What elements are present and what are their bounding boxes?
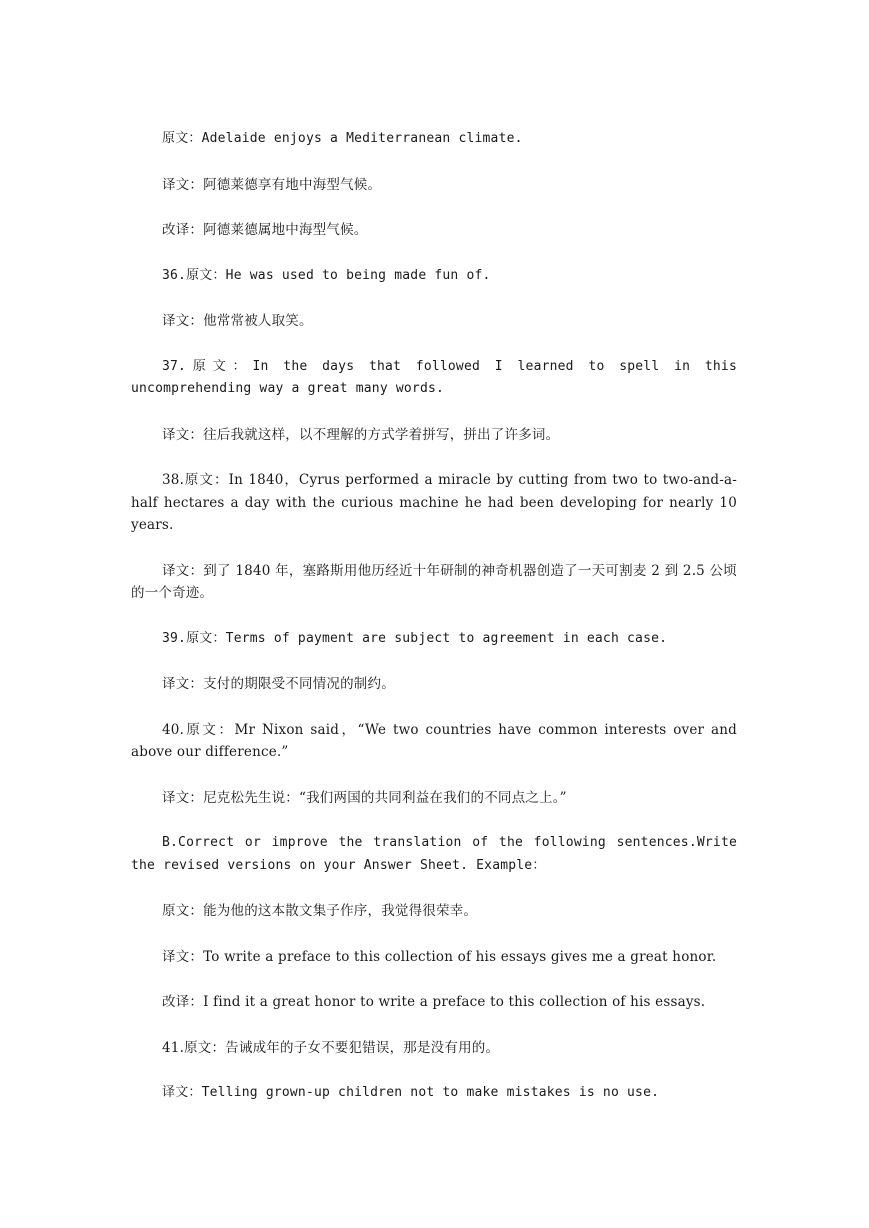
paragraph-41-original: 41.原文：告诫成年的子女不要犯错误，那是没有用的。 (162, 1039, 500, 1056)
paragraph-example-translation: 译文：阿德莱德享有地中海型气候。 (162, 176, 382, 193)
paragraph-b-example-revision: 改译：I find it a great honor to write a preface to this collection of his essays. (162, 994, 706, 1010)
paragraph-39-original: 39.原文：Terms of payment are subject to agreement in each case. (162, 630, 668, 646)
paragraph-b-example-original: 原文：能为他的这本散文集子作序，我觉得很荣幸。 (162, 903, 478, 919)
paragraph-example-original: 原文：Adelaide enjoys a Mediterranean climate. (162, 131, 523, 146)
document-body (131, 128, 737, 1105)
paragraph-37-translation: 译文：往后我就这样，以不理解的方式学着拼写，拼出了许多词。 (162, 426, 560, 443)
section-b-instructions: B.Correct or improve the translation of the following sentences.Write the revised versions on your Answer Sheet. Example： (131, 835, 737, 873)
paragraph-38-translation: 译文：到了 1840 年，塞路斯用他历经近十年研制的神奇机器创造了一天可割麦 2 到 2.5 公顷的一个奇迹。 (131, 562, 737, 601)
paragraph-b-example-translation: 译文：To write a preface to this collection of his essays gives me a great honor. (162, 948, 717, 965)
paragraph-39-translation: 译文：支付的期限受不同情况的制约。 (162, 676, 395, 692)
paragraph-38-original: 38.原文：In 1840，Cyrus performed a miracle by cutting from two to two-and-a-half hectares a day with the curious machine he had been developing for nearly 10 years. (131, 472, 737, 533)
paragraph-36-original: 36.原文：He was used to being made fun of. (162, 267, 491, 283)
paragraph-41-translation: 译文：Telling grown-up children not to make mistakes is no use. (162, 1085, 660, 1100)
paragraph-37-original: 37.原文：In the days that followed I learned to spell in this uncomprehending way a great many words. (131, 358, 737, 396)
paragraph-40-translation: 译文：尼克松先生说：“我们两国的共同利益在我们的不同点之上。” (162, 789, 567, 806)
paragraph-40-original: 40.原文：Mr Nixon said，“We two countries have common interests over and above our difference.” (131, 721, 737, 760)
paragraph-36-translation: 译文：他常常被人取笑。 (162, 313, 313, 329)
paragraph-example-revision: 改译：阿德莱德属地中海型气候。 (162, 222, 368, 238)
